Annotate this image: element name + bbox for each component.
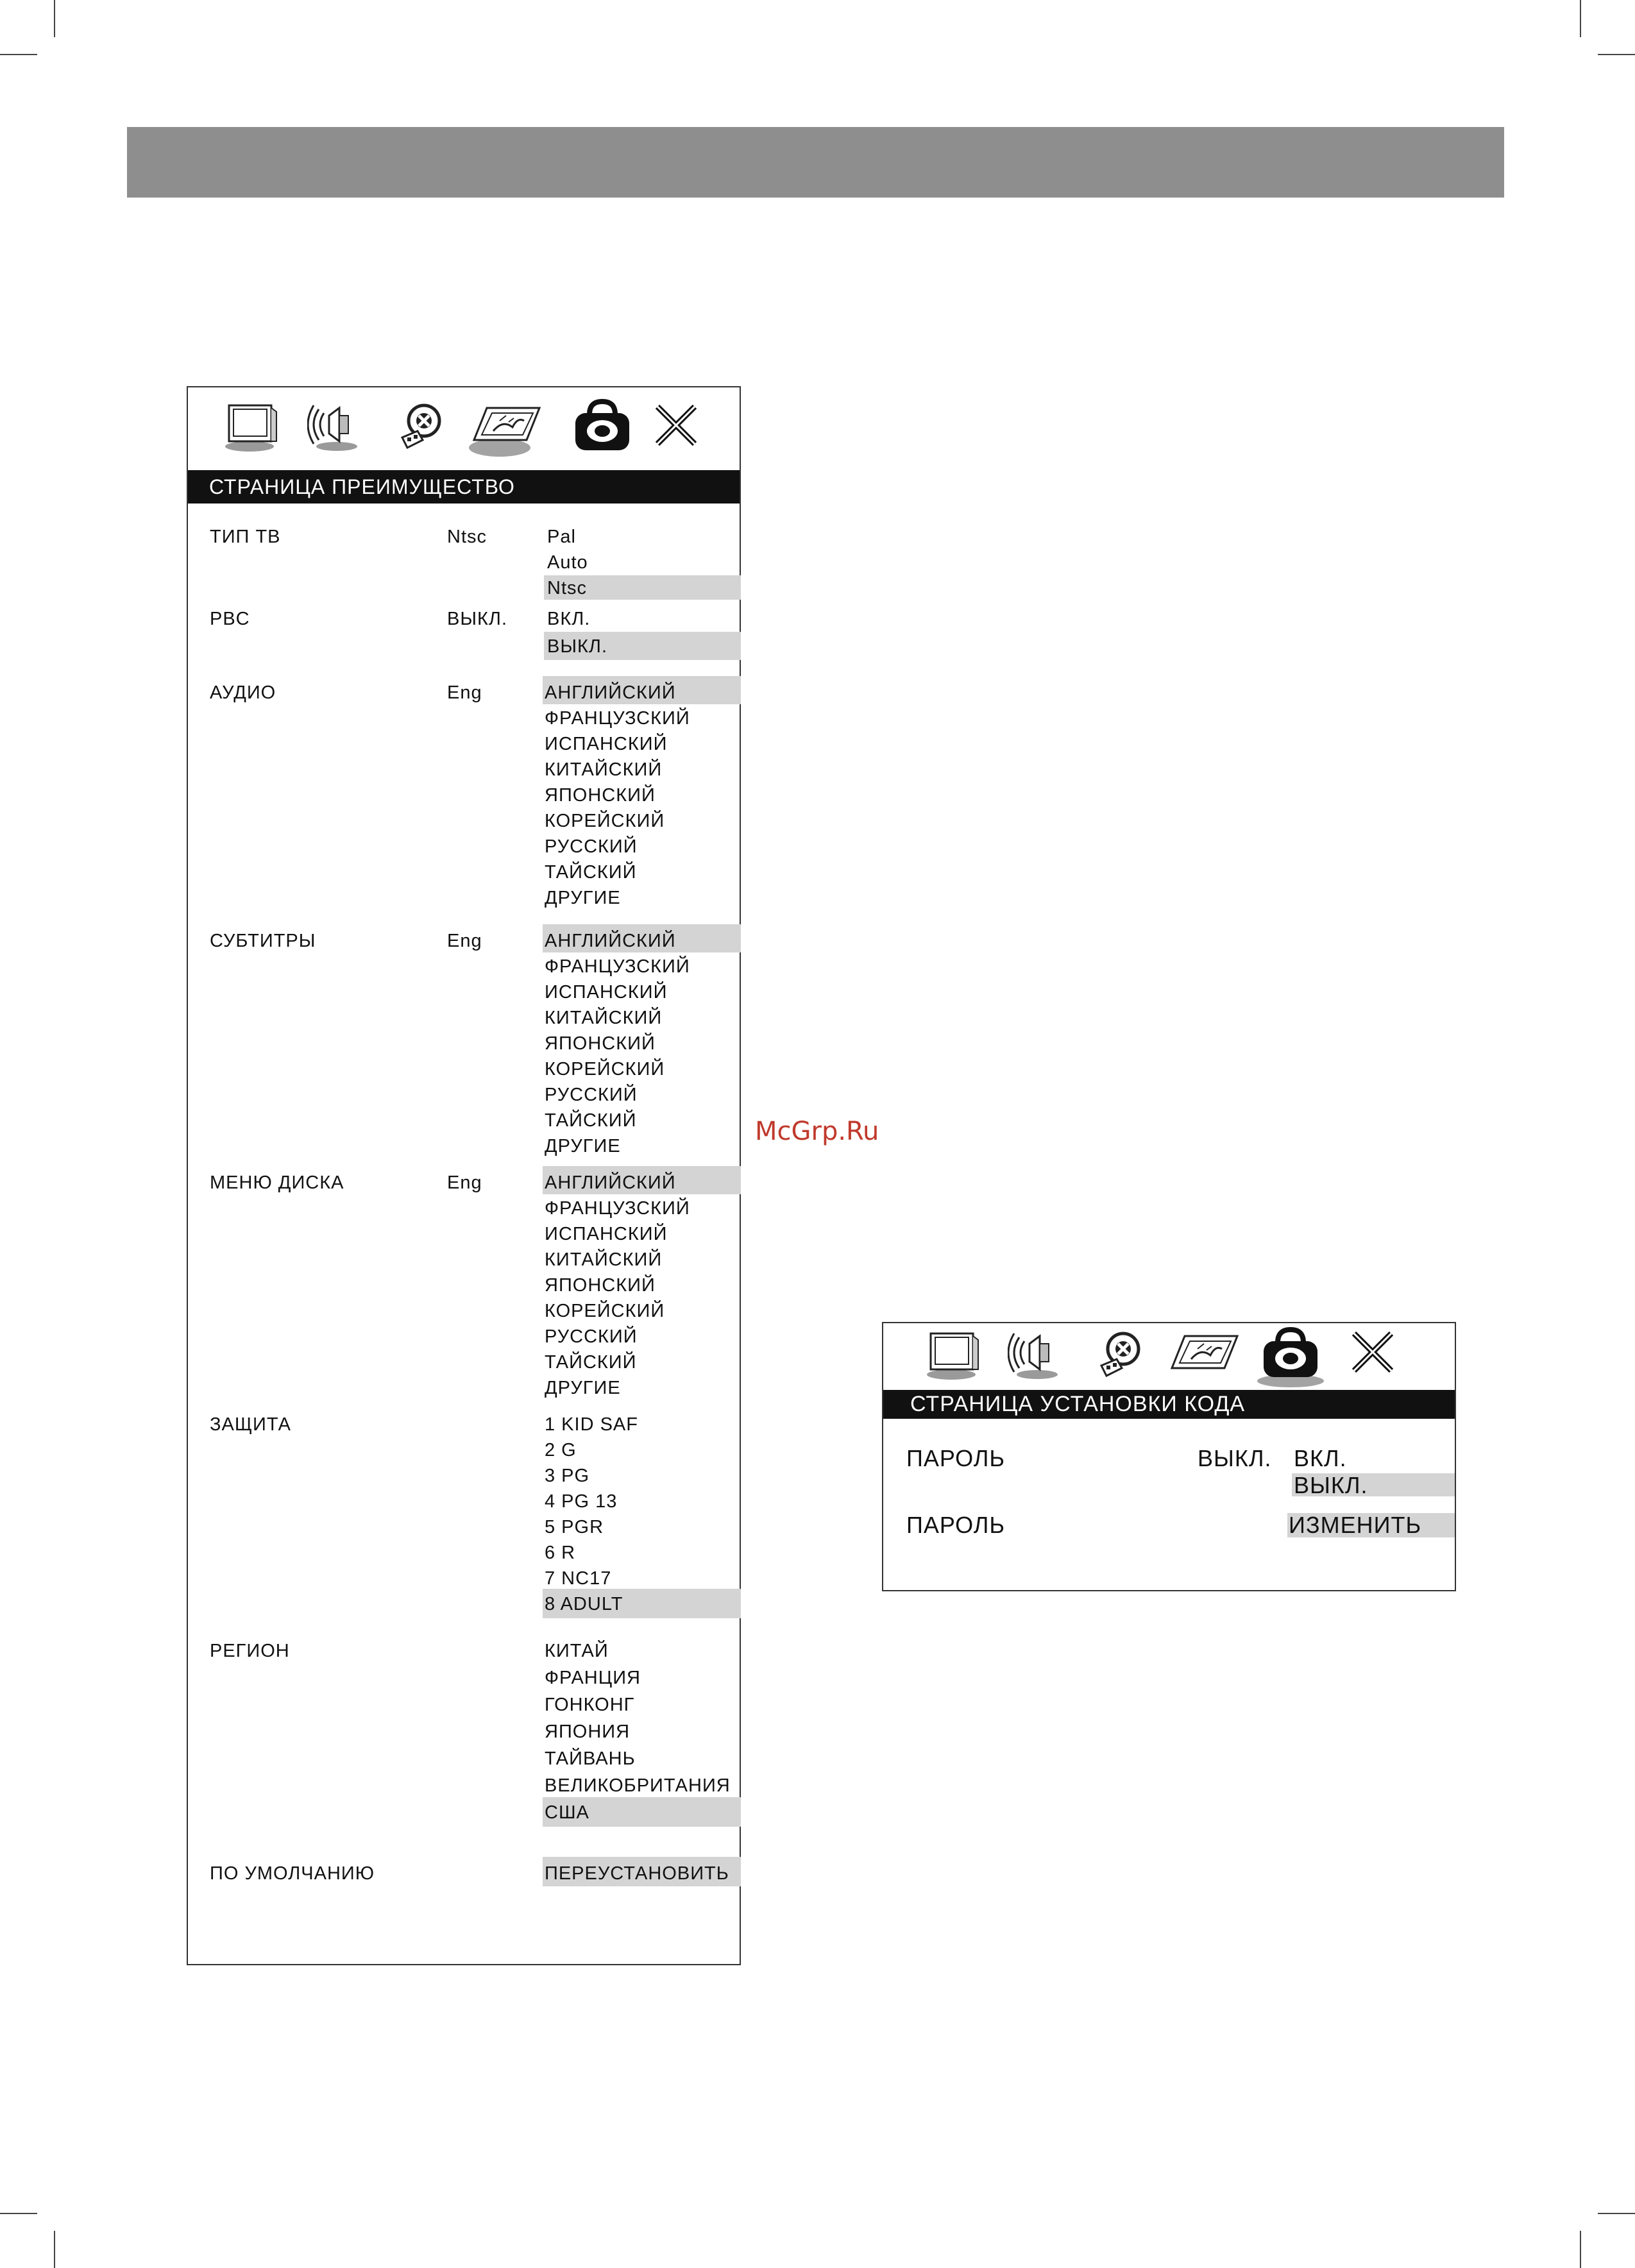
watermark: McGrp.Ru xyxy=(755,1117,879,1146)
option-menu-spanish[interactable]: ИСПАНСКИЙ xyxy=(545,1224,668,1244)
picture-frame-icon[interactable] xyxy=(1165,1330,1242,1381)
option-sub-spanish[interactable]: ИСПАНСКИЙ xyxy=(545,982,668,1003)
film-reel-icon[interactable] xyxy=(1096,1330,1148,1381)
option-audio-russian[interactable]: РУССКИЙ xyxy=(545,836,638,857)
option-region-france[interactable]: ФРАНЦИЯ xyxy=(545,1668,641,1688)
tv-icon[interactable] xyxy=(224,402,282,453)
option-sub-english[interactable]: АНГЛИЙСКИЙ xyxy=(545,931,676,951)
option-rating-2[interactable]: 2 G xyxy=(545,1440,577,1460)
option-pbc-off[interactable]: ВЫКЛ. xyxy=(547,636,607,657)
speaker-icon[interactable] xyxy=(1008,1330,1065,1381)
row-label-disc-menu: МЕНЮ ДИСКА xyxy=(210,1172,344,1193)
row-value-pbc: ВЫКЛ. xyxy=(447,609,507,629)
row-label-region: РЕГИОН xyxy=(210,1641,290,1661)
crop-mark xyxy=(1598,54,1635,55)
option-rating-5[interactable]: 5 PGR xyxy=(545,1517,604,1537)
option-ntsc[interactable]: Ntsc xyxy=(547,578,587,598)
crop-mark xyxy=(1598,2213,1635,2214)
crop-mark xyxy=(1580,2231,1581,2268)
option-sub-russian[interactable]: РУССКИЙ xyxy=(545,1085,638,1105)
option-pal[interactable]: Pal xyxy=(547,527,576,547)
option-sub-korean[interactable]: КОРЕЙСКИЙ xyxy=(545,1059,665,1079)
option-sub-thai[interactable]: ТАЙСКИЙ xyxy=(545,1110,637,1131)
option-rating-8[interactable]: 8 ADULT xyxy=(545,1594,623,1614)
option-rating-1[interactable]: 1 KID SAF xyxy=(545,1414,638,1435)
option-rating-3[interactable]: 3 PG xyxy=(545,1466,590,1486)
picture-frame-icon[interactable] xyxy=(468,402,545,459)
option-audio-english[interactable]: АНГЛИЙСКИЙ xyxy=(545,682,676,703)
preference-page-panel xyxy=(187,386,741,1965)
option-menu-chinese[interactable]: КИТАЙСКИЙ xyxy=(545,1249,663,1270)
crop-mark xyxy=(54,0,55,37)
close-icon[interactable] xyxy=(1350,1330,1395,1375)
row-label-subtitles: СУБТИТРЫ xyxy=(210,931,316,951)
film-reel-icon[interactable] xyxy=(397,402,448,453)
tv-icon[interactable] xyxy=(926,1330,983,1381)
option-rating-7[interactable]: 7 NC17 xyxy=(545,1568,612,1589)
crop-mark xyxy=(0,54,37,55)
option-menu-japanese[interactable]: ЯПОНСКИЙ xyxy=(545,1275,656,1296)
option-region-usa[interactable]: США xyxy=(545,1802,589,1823)
option-audio-spanish[interactable]: ИСПАНСКИЙ xyxy=(545,734,668,754)
option-menu-russian[interactable]: РУССКИЙ xyxy=(545,1326,638,1347)
option-pbc-on[interactable]: ВКЛ. xyxy=(547,609,591,629)
option-region-hongkong[interactable]: ГОНКОНГ xyxy=(545,1695,635,1715)
option-rating-4[interactable]: 4 PG 13 xyxy=(545,1491,618,1512)
option-menu-korean[interactable]: КОРЕЙСКИЙ xyxy=(545,1301,665,1321)
option-audio-korean[interactable]: КОРЕЙСКИЙ xyxy=(545,811,665,831)
lock-icon[interactable] xyxy=(570,398,634,455)
row-value-password-mode: ВЫКЛ. xyxy=(1198,1445,1272,1471)
option-menu-thai[interactable]: ТАЙСКИЙ xyxy=(545,1352,637,1373)
option-audio-chinese[interactable]: КИТАЙСКИЙ xyxy=(545,759,663,780)
option-menu-french[interactable]: ФРАНЦУЗСКИЙ xyxy=(545,1198,690,1219)
crop-mark xyxy=(0,2213,37,2214)
row-value-tv-type: Ntsc xyxy=(447,527,487,547)
option-audio-other[interactable]: ДРУГИЕ xyxy=(545,888,621,908)
row-label-pbc: PBC xyxy=(210,609,250,629)
option-sub-other[interactable]: ДРУГИЕ xyxy=(545,1136,621,1156)
row-label-password-change: ПАРОЛЬ xyxy=(906,1512,1005,1538)
reset-button[interactable]: ПЕРЕУСТАНОВИТЬ xyxy=(545,1863,729,1884)
option-menu-english[interactable]: АНГЛИЙСКИЙ xyxy=(545,1172,676,1193)
page-title: СТРАНИЦА УСТАНОВКИ КОДА xyxy=(883,1390,1455,1419)
option-region-taiwan[interactable]: ТАЙВАНЬ xyxy=(545,1748,636,1769)
row-value-disc-menu: Eng xyxy=(447,1172,482,1193)
crop-mark xyxy=(54,2231,55,2268)
password-page-panel xyxy=(882,1322,1456,1591)
row-label-default: ПО УМОЛЧАНИЮ xyxy=(210,1863,375,1884)
row-value-audio: Eng xyxy=(447,682,482,703)
option-sub-japanese[interactable]: ЯПОНСКИЙ xyxy=(545,1033,656,1054)
crop-mark xyxy=(1580,0,1581,37)
row-label-password-mode: ПАРОЛЬ xyxy=(906,1445,1005,1471)
row-label-audio: АУДИО xyxy=(210,682,276,703)
option-sub-chinese[interactable]: КИТАЙСКИЙ xyxy=(545,1008,663,1028)
option-audio-french[interactable]: ФРАНЦУЗСКИЙ xyxy=(545,708,690,729)
option-audio-thai[interactable]: ТАЙСКИЙ xyxy=(545,862,637,883)
change-password-button[interactable]: ИЗМЕНИТЬ xyxy=(1289,1512,1422,1538)
page-title: СТРАНИЦА ПРЕИМУЩЕСТВО xyxy=(188,470,740,504)
option-region-japan[interactable]: ЯПОНИЯ xyxy=(545,1722,631,1742)
option-password-off[interactable]: ВЫКЛ. xyxy=(1294,1472,1368,1498)
lock-icon[interactable] xyxy=(1255,1326,1326,1387)
page-header-bar xyxy=(127,127,1504,198)
row-value-subtitles: Eng xyxy=(447,931,482,951)
row-label-parental: ЗАЩИТА xyxy=(210,1414,291,1435)
speaker-icon[interactable] xyxy=(307,402,365,453)
option-password-on[interactable]: ВКЛ. xyxy=(1294,1445,1347,1471)
option-menu-other[interactable]: ДРУГИЕ xyxy=(545,1378,621,1398)
row-label-tv-type: ТИП ТВ xyxy=(210,527,281,547)
option-region-china[interactable]: КИТАЙ xyxy=(545,1641,609,1661)
option-rating-6[interactable]: 6 R xyxy=(545,1543,576,1563)
option-sub-french[interactable]: ФРАНЦУЗСКИЙ xyxy=(545,956,690,977)
option-region-uk[interactable]: ВЕЛИКОБРИТАНИЯ xyxy=(545,1775,731,1796)
close-icon[interactable] xyxy=(654,403,699,448)
option-audio-japanese[interactable]: ЯПОНСКИЙ xyxy=(545,785,656,806)
option-auto[interactable]: Auto xyxy=(547,552,588,573)
